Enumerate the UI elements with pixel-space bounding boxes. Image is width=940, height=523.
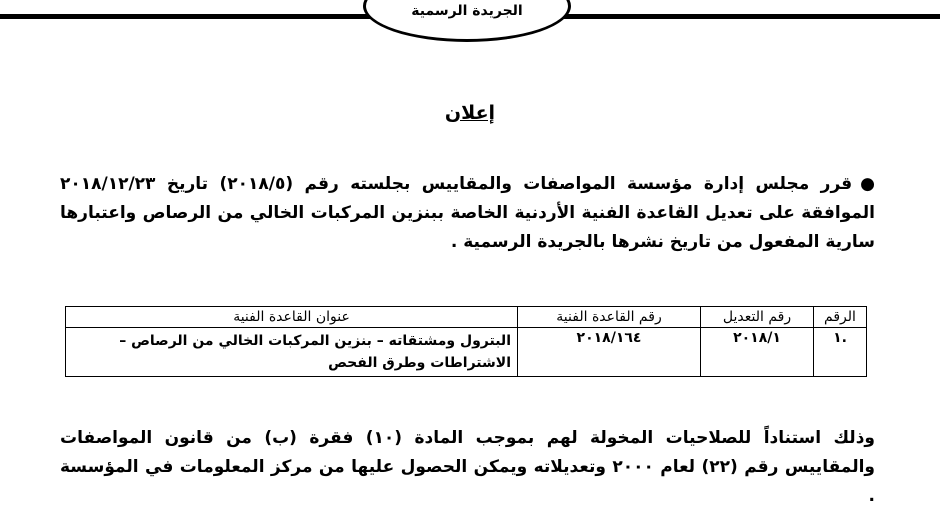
header-regulation-number: رقم القاعدة الفنية — [518, 307, 701, 328]
decision-text: قرر مجلس إدارة مؤسسة المواصفات والمقاييس بجلسته رقم (٢٠١٨/٥) تاريخ ٢٠١٨/١٢/٢٣ الموافقة على تعديل القاعدة الفنية الأردنية الخاصة ببنزين المركبات الخالي من الرصاص واعتبارها سارية المفعول من تاريخ نشرها بالجريدة الرسمية . — [60, 174, 875, 252]
header-number: الرقم — [814, 307, 867, 328]
bullet-icon: ● — [860, 174, 876, 194]
table-header-row — [66, 307, 867, 328]
cell-regulation-title: البترول ومشتقاته – بنزين المركبات الخالي من الرصاص – الاشتراطات وطرق الفحص — [66, 328, 518, 377]
cell-regulation-number: ٢٠١٨/١٦٤ — [518, 328, 701, 377]
decision-paragraph — [60, 170, 875, 257]
gazette-label: الجريدة الرسمية — [411, 3, 523, 19]
announcement-title: إعلان — [444, 102, 496, 124]
header-regulation-title: عنوان القاعدة الفنية — [66, 307, 518, 328]
regulations-table — [65, 306, 867, 377]
table-row — [66, 328, 867, 377]
closing-paragraph: وذلك استناداً للصلاحيات المخولة لهم بموجب المادة (١٠) فقرة (ب) من قانون المواصفات والمقاييس رقم (٢٢) لعام ٢٠٠٠ وتعديلاته ويمكن الحصول عليها من مركز المعلومات في المؤسسة . — [60, 428, 875, 506]
cell-number: .١ — [814, 328, 867, 377]
cell-amendment-number: ٢٠١٨/١ — [701, 328, 814, 377]
header-amendment-number: رقم التعديل — [701, 307, 814, 328]
